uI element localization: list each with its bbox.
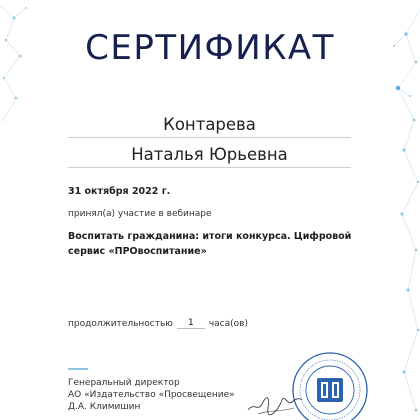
- signature-accent-line: [68, 368, 88, 370]
- duration-unit: часа(ов): [208, 319, 248, 329]
- signatory-block: [68, 377, 235, 414]
- participation-text: принял(а) участие в вебинаре: [68, 209, 212, 219]
- recipient-surname: Контарева: [68, 115, 351, 138]
- signatory-organization: АО «Издательство «Просвещение»: [68, 390, 235, 401]
- decorative-network-left: [0, 0, 32, 140]
- company-seal: [290, 350, 370, 420]
- certificate-title: СЕРТИФИКАТ: [85, 28, 335, 68]
- duration-label: продолжительностью: [68, 319, 173, 329]
- recipient-given-names: Наталья Юрьевна: [68, 145, 351, 168]
- duration-row: [68, 318, 248, 329]
- event-date: 31 октября 2022 г.: [68, 186, 171, 197]
- event-title: Воспитать гражданина: итоги конкурса. Цифровой сервис «ПРОвоспитание»: [68, 231, 352, 257]
- signatory-position: Генеральный директор: [68, 378, 180, 388]
- duration-value: 1: [177, 318, 205, 329]
- signatory-name: Д.А. Климишин: [68, 402, 141, 413]
